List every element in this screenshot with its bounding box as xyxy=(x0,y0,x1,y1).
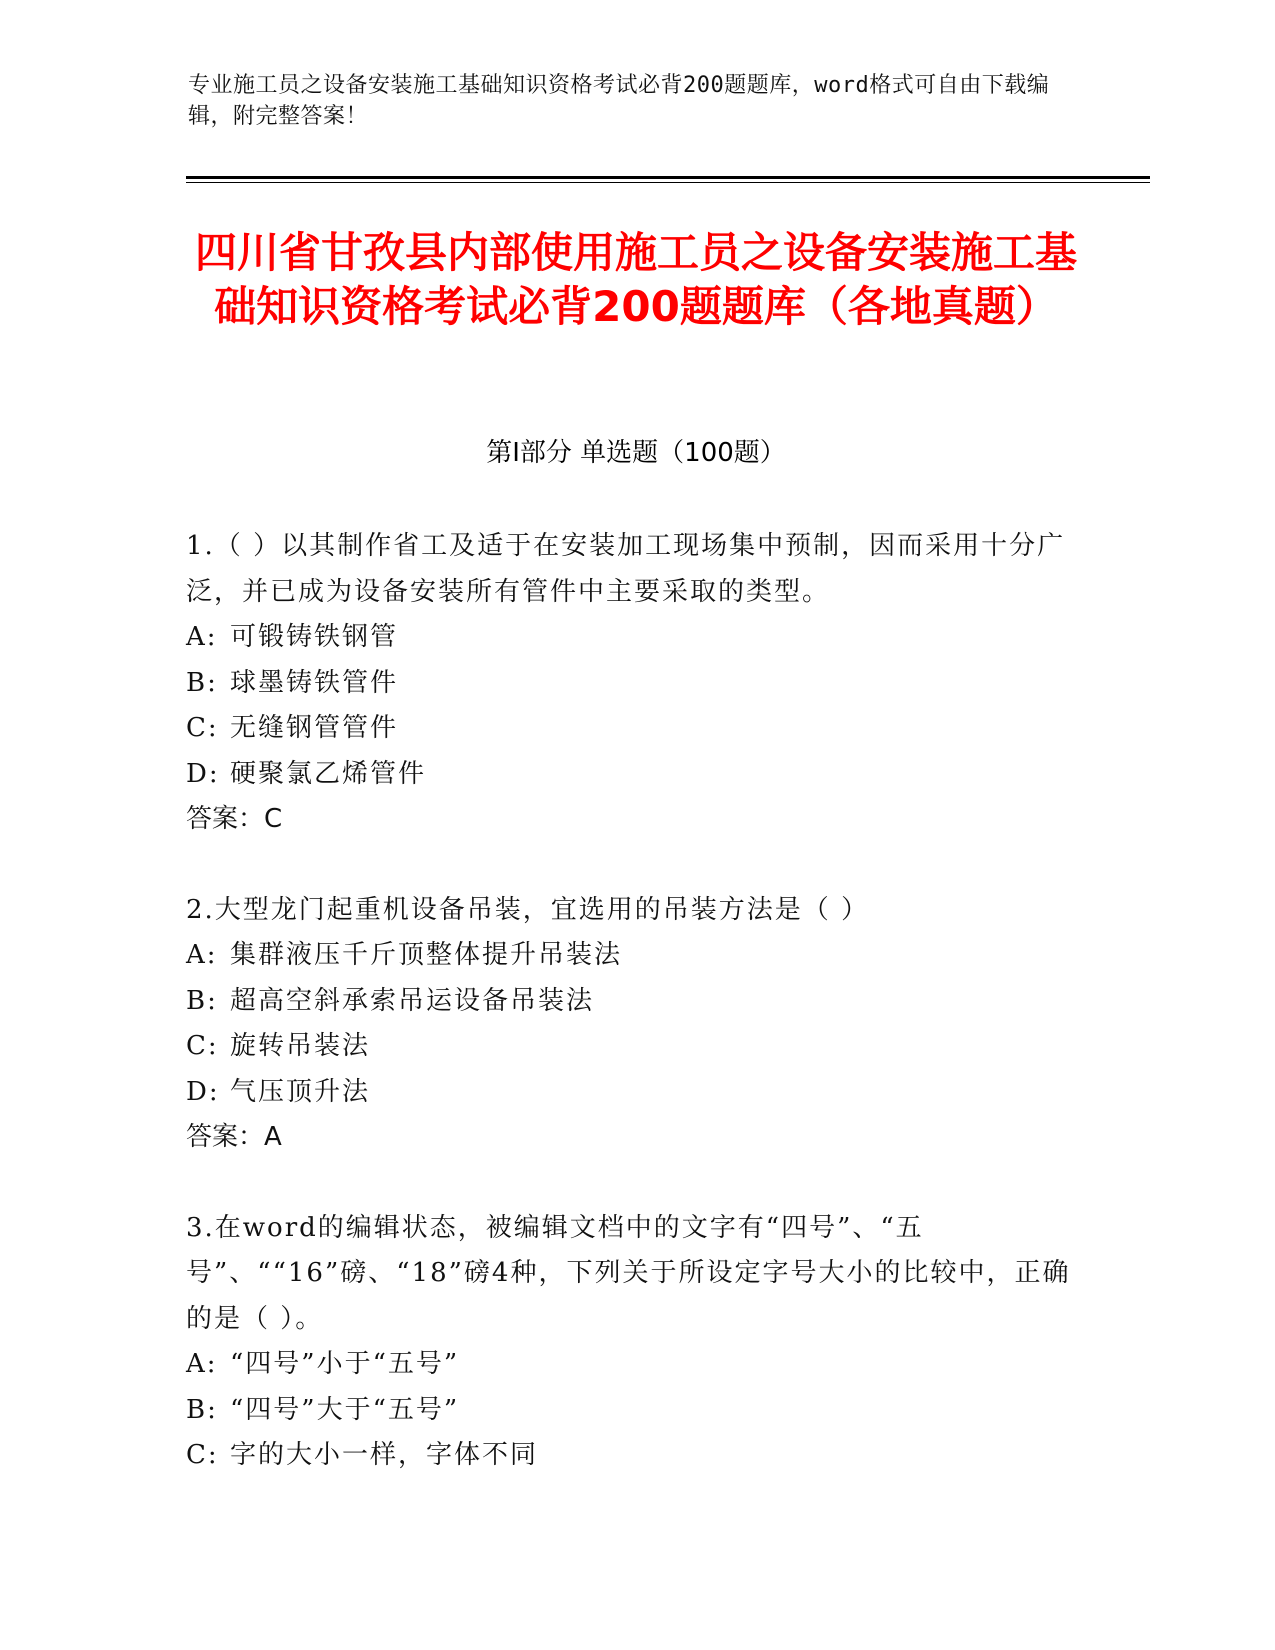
question-3 xyxy=(186,1206,1076,1479)
option-text: 旋转吊装法 xyxy=(230,1031,371,1061)
option-c xyxy=(186,1024,1076,1070)
option-key: B: xyxy=(186,667,218,698)
option-key: A: xyxy=(186,940,218,970)
option-key: D: xyxy=(186,1076,220,1107)
option-text: “四号”小于“五号” xyxy=(230,1349,460,1379)
question-2 xyxy=(186,888,1076,1161)
header-rule-thin xyxy=(186,182,1150,183)
option-a xyxy=(186,1342,1076,1388)
question-stem: 3.在word的编辑状态，被编辑文档中的文字有“四号”、“五号”、““16”磅、“18”磅4种，下列关于所设定字号大小的比较中，正确的是（ ）。 xyxy=(186,1212,1071,1334)
option-key: A: xyxy=(186,1349,218,1379)
header-rule-thick xyxy=(186,176,1150,179)
option-text: 球墨铸铁管件 xyxy=(230,667,399,698)
document-title: 四川省甘孜县内部使用施工员之设备安装施工基础知识资格考试必背200题题库（各地真题） xyxy=(194,228,1077,331)
option-a xyxy=(186,615,1076,661)
question-stem: 1.（ ）以其制作省工及适于在安装加工现场集中预制，因而采用十分广泛，并已成为设备安装所有管件中主要采取的类型。 xyxy=(186,531,1066,607)
option-c xyxy=(186,1433,1076,1479)
option-key: C: xyxy=(186,713,219,743)
option-text: 超高空斜承索吊运设备吊装法 xyxy=(230,985,595,1016)
option-text: 气压顶升法 xyxy=(230,1076,371,1107)
option-b xyxy=(186,979,1076,1025)
answer-line: 答案：A xyxy=(186,1122,282,1152)
header-note: 专业施工员之设备安装施工基础知识资格考试必背200题题库，word格式可自由下载编辑，附完整答案！ xyxy=(188,73,1050,129)
section-heading: 第Ⅰ部分 单选题（100题） xyxy=(486,438,786,468)
option-text: 可锻铸铁钢管 xyxy=(230,622,399,652)
option-key: A: xyxy=(186,622,218,652)
question-stem: 2.大型龙门起重机设备吊装，宜选用的吊装方法是（ ） xyxy=(186,894,870,925)
option-text: 集群液压千斤顶整体提升吊装法 xyxy=(230,940,623,970)
option-text: 字的大小一样，字体不同 xyxy=(230,1440,539,1470)
option-key: C: xyxy=(186,1440,219,1470)
option-a xyxy=(186,933,1076,979)
option-text: “四号”大于“五号” xyxy=(230,1394,460,1425)
option-c xyxy=(186,706,1076,752)
option-text: 硬聚氯乙烯管件 xyxy=(230,758,427,789)
option-key: C: xyxy=(186,1031,219,1061)
option-d xyxy=(186,752,1076,798)
option-b xyxy=(186,1388,1076,1434)
option-text: 无缝钢管管件 xyxy=(230,713,399,743)
option-b xyxy=(186,661,1076,707)
question-1 xyxy=(186,524,1076,843)
question-list xyxy=(186,524,1076,1524)
option-d xyxy=(186,1070,1076,1116)
option-key: B: xyxy=(186,1394,218,1425)
answer-line: 答案：C xyxy=(186,804,283,834)
option-key: D: xyxy=(186,758,220,789)
option-key: B: xyxy=(186,985,218,1016)
